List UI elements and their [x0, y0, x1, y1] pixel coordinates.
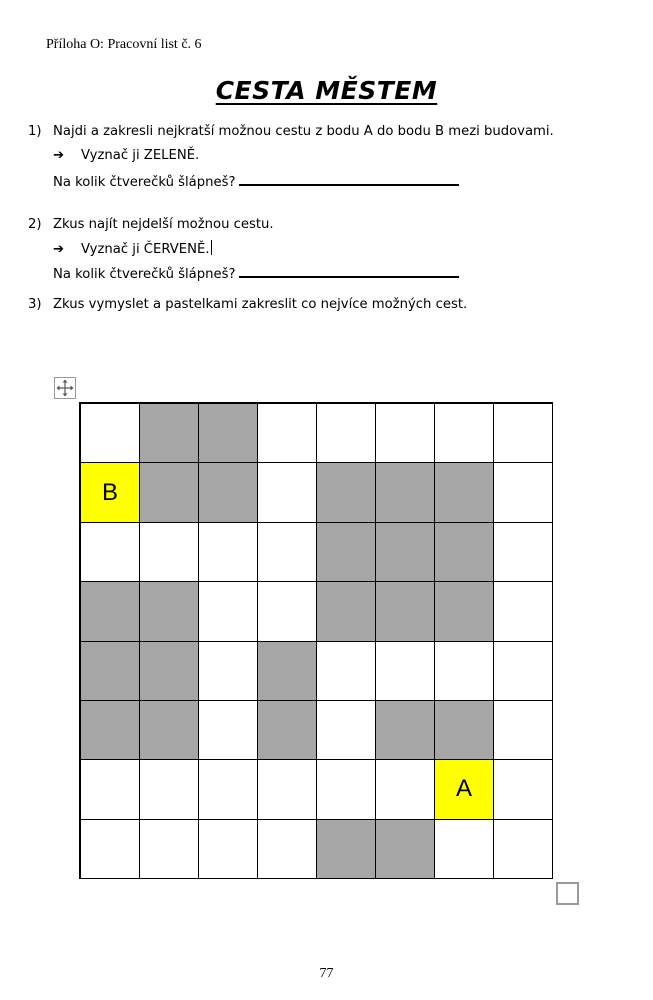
building-cell: [317, 463, 376, 522]
task-1-question: [53, 172, 459, 190]
point-a-cell: A: [435, 760, 494, 819]
street-cell: [376, 404, 435, 463]
page-number: 77: [319, 966, 334, 981]
building-cell: [376, 582, 435, 641]
street-cell: [199, 701, 258, 760]
move-handle-icon: [55, 378, 75, 398]
street-cell: [494, 463, 553, 522]
task-3-text: Zkus vymyslet a pastelkami zakreslit co nejvíce možných cest.: [53, 297, 468, 312]
street-cell: [494, 701, 553, 760]
page-header: Příloha O: Pracovní list č. 6: [46, 37, 202, 52]
building-cell: [81, 701, 140, 760]
resize-handle-icon[interactable]: [556, 882, 579, 905]
task-2-instruction: [53, 240, 212, 257]
task-1-instruction: [53, 148, 199, 163]
street-cell: [258, 404, 317, 463]
street-cell: [258, 463, 317, 522]
street-cell: [199, 760, 258, 819]
building-cell: [199, 463, 258, 522]
building-cell: [140, 701, 199, 760]
street-cell: [317, 642, 376, 701]
street-cell: [81, 523, 140, 582]
task-1-number: 1): [28, 124, 42, 139]
building-cell: [140, 582, 199, 641]
street-cell: [81, 820, 140, 879]
street-cell: [81, 760, 140, 819]
street-cell: [435, 642, 494, 701]
street-cell: [376, 760, 435, 819]
task-1-text: Najdi a zakresli nejkratší možnou cestu z bodu A do bodu B mezi budovami.: [53, 124, 554, 139]
street-cell: [494, 404, 553, 463]
task-2-question-text: Na kolik čtverečků šlápneš?: [53, 267, 236, 282]
street-cell: [317, 701, 376, 760]
building-cell: [376, 523, 435, 582]
building-cell: [435, 582, 494, 641]
task-1-question-text: Na kolik čtverečků šlápneš?: [53, 175, 236, 190]
building-cell: [140, 642, 199, 701]
building-cell: [376, 701, 435, 760]
building-cell: [376, 463, 435, 522]
street-cell: [494, 820, 553, 879]
worksheet-title-text: CESTA MĚSTEM: [215, 76, 438, 105]
street-cell: [494, 582, 553, 641]
building-cell: [317, 582, 376, 641]
task-2-instruction-text: Vyznač ji ČERVENĚ.: [81, 242, 210, 257]
city-map-grid: [79, 402, 553, 879]
building-cell: [317, 820, 376, 879]
street-cell: [435, 404, 494, 463]
task-2-question: [53, 264, 459, 282]
street-cell: [494, 523, 553, 582]
building-cell: [376, 820, 435, 879]
task-2-text: Zkus najít nejdelší možnou cestu.: [53, 217, 274, 232]
building-cell: [258, 701, 317, 760]
building-cell: [140, 463, 199, 522]
street-cell: [199, 582, 258, 641]
street-cell: [140, 820, 199, 879]
building-cell: [435, 463, 494, 522]
street-cell: [317, 760, 376, 819]
building-cell: [317, 523, 376, 582]
building-cell: [81, 642, 140, 701]
task-1-answer-blank[interactable]: [239, 172, 459, 186]
worksheet-title: [0, 76, 653, 105]
building-cell: [435, 701, 494, 760]
task-1-instruction-text: Vyznač ji ZELENĚ.: [81, 148, 200, 163]
arrow-right-icon: ➔: [53, 148, 65, 163]
task-3-number: 3): [28, 297, 42, 312]
street-cell: [199, 642, 258, 701]
building-cell: [258, 642, 317, 701]
street-cell: [258, 523, 317, 582]
task-2-number: 2): [28, 217, 42, 232]
arrow-right-icon: ➔: [53, 242, 65, 257]
street-cell: [199, 820, 258, 879]
street-cell: [258, 820, 317, 879]
text-cursor: [211, 240, 212, 255]
building-cell: [199, 404, 258, 463]
task-2-answer-blank[interactable]: [239, 264, 459, 278]
street-cell: [435, 820, 494, 879]
street-cell: [494, 642, 553, 701]
street-cell: [494, 760, 553, 819]
table-move-handle[interactable]: [54, 377, 76, 399]
street-cell: [140, 523, 199, 582]
street-cell: [140, 760, 199, 819]
street-cell: [317, 404, 376, 463]
street-cell: [199, 523, 258, 582]
building-cell: [140, 404, 199, 463]
building-cell: [435, 523, 494, 582]
street-cell: [258, 582, 317, 641]
street-cell: [376, 642, 435, 701]
street-cell: [81, 404, 140, 463]
street-cell: [258, 760, 317, 819]
building-cell: [81, 582, 140, 641]
point-b-cell: B: [81, 463, 140, 522]
